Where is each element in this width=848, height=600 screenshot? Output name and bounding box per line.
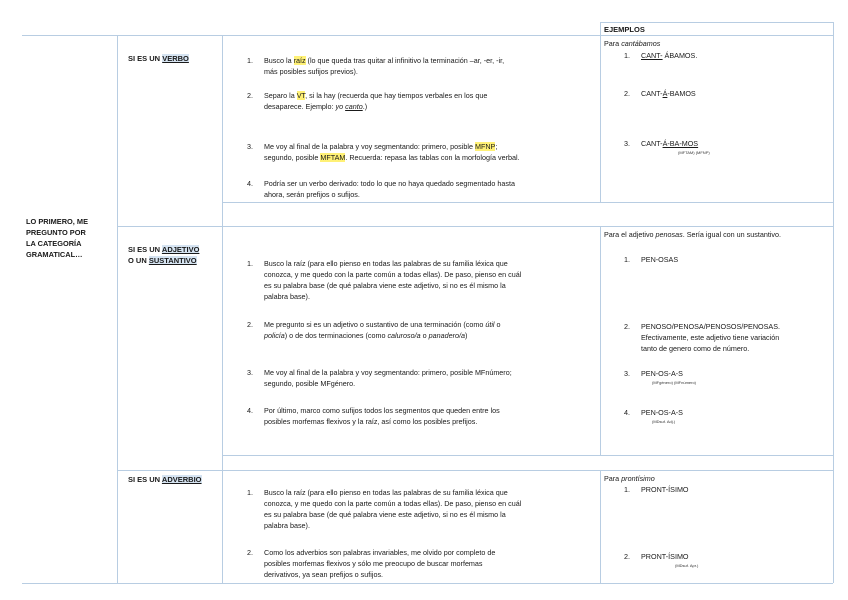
adjetivo-row-bottom — [222, 455, 833, 456]
verbo-step-2-number: 2. — [247, 91, 253, 100]
verbo-spacer-bottom — [117, 226, 833, 227]
verbo-step-4: Podría ser un verbo derivado: todo lo que no haya quedado segmentado hasta ahora, serán prefijos o sufijos. — [264, 179, 515, 199]
adjetivo-step-4: Por último, marco como sufijos todos los segmentos que queden entre los posibles morfemas flexivos y la raíz, así como los posibles prefijos. — [264, 406, 500, 426]
adjetivo-example-4-number: 4. — [624, 408, 630, 417]
adjetivo-example-3-number: 3. — [624, 369, 630, 378]
adjetivo-step-3: Me voy al final de la palabra y voy segmentando: primero, posible MFnúmero; segundo, posible MFgénero. — [264, 368, 512, 388]
adverbio-example-2-annotation: (MDsuf. Apr.) — [675, 563, 699, 568]
left-heading-line-1: LO PRIMERO, ME — [26, 217, 89, 226]
verbo-row-bottom — [222, 202, 833, 203]
verbo-example-1: CANT- ÁBAMOS. — [641, 51, 698, 60]
adverbio-step-2: Como los adverbios son palabras invariables, me olvido por completo de posibles morfemas flexivos y sólo me preocupo de buscar morfemas derivativos, ya sean prefijos o sufijos. — [264, 548, 496, 579]
verbo-example-intro: Para cantábamos — [604, 39, 661, 48]
adjetivo-example-3: PEN-OS-A-S — [641, 369, 683, 378]
examples-header: EJEMPLOS — [604, 25, 645, 34]
verbo-example-2: CANT-Á-BAMOS — [641, 89, 696, 98]
adverbio-example-2: PRONT-ÍSIMO — [641, 552, 689, 561]
verbo-step-3-number: 3. — [247, 142, 253, 151]
adjetivo-spacer-bottom — [117, 470, 833, 471]
table-right-border — [833, 22, 834, 583]
verbo-example-3-number: 3. — [624, 139, 630, 148]
adjetivo-step-1-number: 1. — [247, 259, 253, 268]
adverbio-label: SI ES UN ADVERBIO — [128, 475, 202, 484]
adjetivo-step-2: Me pregunto si es un adjetivo o sustantivo de una terminación (como útil o policía) o de dos terminaciones (como caluroso/a o panadero/a) — [264, 320, 501, 340]
examples-left-border — [600, 22, 601, 36]
adjetivo-step-1: Busco la raíz (para ello pienso en todas las palabras de su familia léxica que conozca, y me quedo con la parte común a todas ellas). De paso, pienso en cuál es su palabra base (de qué palabra viene este adjetivo, si no es él mismo la palabra base). — [264, 259, 522, 301]
verbo-step-1: Busco la raíz (lo que queda tras quitar al infinitivo la terminación –ar, -er, -ir, más posibles sufijos previos). — [264, 56, 505, 76]
adjetivo-example-2-number: 2. — [624, 322, 630, 331]
adjetivo-example-1: PEN-OSAS — [641, 255, 679, 264]
column-divider-2 — [222, 36, 223, 583]
verbo-step-2: Separo la VT, si la hay (recuerda que hay tiempos verbales en los que desaparece. Ejemplo: yo canto.) — [264, 91, 488, 111]
adjetivo-example-1-number: 1. — [624, 255, 630, 264]
verbo-example-box-left — [600, 36, 601, 203]
table-header-border — [22, 35, 833, 36]
left-heading-line-3: LA CATEGORÍA — [26, 239, 82, 248]
adjetivo-example-intro: Para el adjetivo penosas. Sería igual con un sustantivo. — [604, 230, 782, 239]
adjetivo-example-3-annotation: (MFgénero) (MFnúmero) — [652, 380, 697, 385]
verbo-example-3-annotation: (MFTAM) (MFNP) — [678, 150, 710, 155]
left-heading-line-4: GRAMATICAL… — [26, 250, 83, 259]
adjetivo-example-box-left — [600, 227, 601, 455]
verbo-example-3: CANT-Á-BA-MOS — [641, 139, 699, 148]
column-divider-1 — [117, 36, 118, 583]
adverbio-example-1: PRONT-ÍSIMO — [641, 485, 689, 494]
adjetivo-example-4: PEN-OS-A-S — [641, 408, 683, 417]
adverbio-step-1-number: 1. — [247, 488, 253, 497]
table-bottom-border — [22, 583, 833, 584]
verbo-example-2-number: 2. — [624, 89, 630, 98]
adjetivo-example-4-annotation: (MDsuf. Adj.) — [652, 419, 676, 424]
adjetivo-step-4-number: 4. — [247, 406, 253, 415]
adjetivo-step-2-number: 2. — [247, 320, 253, 329]
verbo-label: SI ES UN VERBO — [128, 54, 189, 63]
adverbio-step-2-number: 2. — [247, 548, 253, 557]
verbo-step-1-number: 1. — [247, 56, 253, 65]
verbo-step-3: Me voy al final de la palabra y voy segmentando: primero, posible MFNP; segundo, posible MFTAM. Recuerda: repasa las tablas con la morfología verbal. — [264, 142, 520, 162]
adverbio-example-intro: Para prontísimo — [604, 474, 655, 483]
adjetivo-label: SI ES UN ADJETIVO O UN SUSTANTIVO — [128, 245, 200, 265]
adverbio-example-2-number: 2. — [624, 552, 630, 561]
adjetivo-step-3-number: 3. — [247, 368, 253, 377]
verbo-example-1-number: 1. — [624, 51, 630, 60]
verbo-step-4-number: 4. — [247, 179, 253, 188]
adverbio-example-box-left — [600, 471, 601, 583]
adjetivo-example-2: PENOSO/PENOSA/PENOSOS/PENOSAS. Efectivamente, este adjetivo tiene variación tanto de genero como de número. — [641, 322, 780, 353]
adverbio-example-1-number: 1. — [624, 485, 630, 494]
adverbio-step-1: Busco la raíz (para ello pienso en todas las palabras de su familia léxica que conozca, y me quedo con la parte común a todas ellas). De paso, pienso en cuál es su palabra base (de qué palabra viene este adjetivo, si no es él mismo la palabra base). — [264, 488, 522, 530]
table-top-border — [600, 22, 833, 23]
left-heading-line-2: PREGUNTO POR — [26, 228, 86, 237]
